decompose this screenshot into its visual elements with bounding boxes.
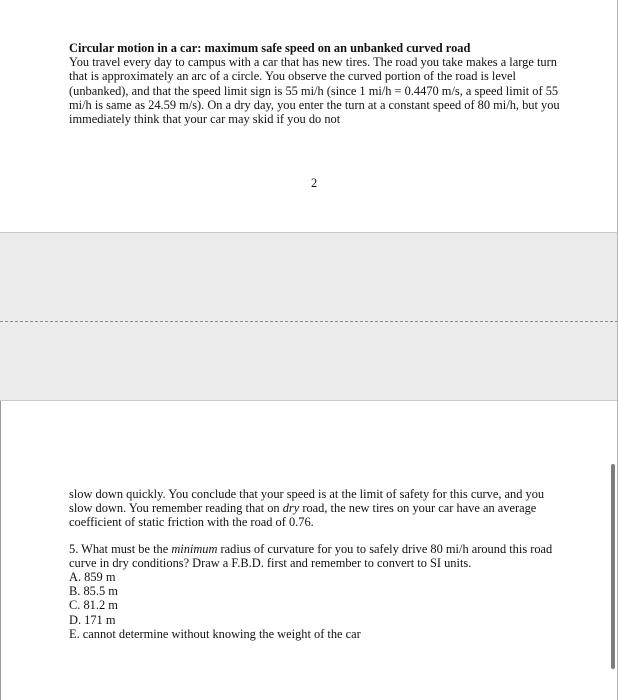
- option-d: D. 171 m: [69, 612, 116, 627]
- option-b: B. 85.5 m: [69, 584, 118, 599]
- option-e: E. cannot determine without knowing the weight of the car: [69, 626, 361, 641]
- page-number: 2: [311, 176, 318, 190]
- page-break-divider: [0, 321, 618, 322]
- page-break-gap: [0, 232, 618, 401]
- page-2: [69, 487, 569, 641]
- continued-text: slow down quickly. You conclude that your speed is at the limit of safety for this curve, and you slow down. You remember reading that on dry road, the new tires on your car have an average coefficient of static friction with the road of 0.76.: [69, 487, 545, 530]
- emphasis-minimum: minimum: [171, 541, 218, 556]
- problem-text: You travel every day to campus with a car that has new tires. The road you take makes a large turn that is approximately an arc of a circle. You observe the curved portion of the road is level (unbanked), and that the speed limit sign is 55 mi/h (since 1 mi/h = 0.4470 m/s, a speed limit of 55 mi/h is same as 24.59 m/s). On a dry day, you enter the turn at a constant speed of 80 mi/h, but you immediately think that your car may skid if you do not: [69, 55, 560, 127]
- vertical-scrollbar[interactable]: [611, 464, 615, 669]
- page-1: [0, 0, 618, 232]
- emphasis-dry: dry: [282, 501, 300, 516]
- problem-title: Circular motion in a car: maximum safe speed on an unbanked curved road: [69, 41, 471, 55]
- option-c: C. 81.2 m: [69, 598, 118, 613]
- option-a: A. 859 m: [69, 570, 116, 585]
- question-5: 5. What must be the minimum radius of curvature for you to safely drive 80 mi/h around this road curve in dry conditions? Draw a F.B.D. first and remember to convert to SI units.: [69, 541, 553, 570]
- problem-intro: [69, 41, 569, 126]
